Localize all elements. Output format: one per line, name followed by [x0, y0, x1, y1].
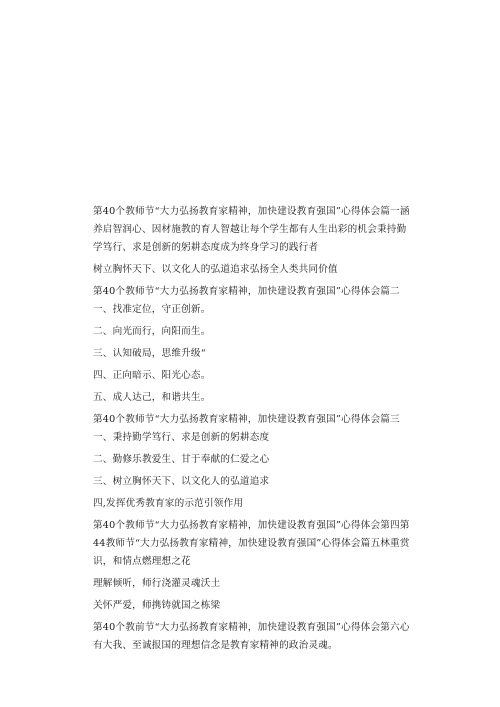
paragraph-heading-values: 树立胸怀天下、以文化人的弘道追求弘扬全人类共同价值 — [93, 264, 338, 275]
list-item-2: 二、向光而行，向阳而生。 — [93, 326, 211, 337]
paragraph-essay-4-5: 第40个教师节“大力弘扬教育家精神，加快建设教育强国”心得体会第四第44教师节“大力弘扬教育家精神，加快建设教育强国”心得体会篇五林重赏识，和情点燃理想之花 — [93, 520, 410, 567]
list-item-essay3-2: 二、勤修乐教爱生、甘于奉献的仁爱之心 — [93, 454, 270, 465]
list-item-5: 五、成人达己，和谐共生。 — [93, 392, 211, 403]
list-item-essay3-3: 三、树立胸怀天下、以文化人的弘道追求 — [93, 476, 270, 487]
line-care: 关怀严爱，师携铸就国之栋梁 — [93, 600, 221, 611]
list-item-essay3-4: 四,发挥优秀教育家的示范引领作用 — [93, 498, 244, 509]
paragraph-essay-6: 第40个教前节“大力弘扬教育家精神，加快建设教育强国”心得体会第六心有大我、至诚报国的理想信念是教育家精神的政治灵魂。 — [93, 622, 410, 651]
paragraph-essay-1: 第40个教师节“大力弘扬教育家精神，加快建设教育强国”心得体会篇一涵养启智润心、因材施教的育人智越让每个学生都有人生出彩的机会秉持勤学笃行、求是创新的躬耕态度成为终身学习的践行者 — [93, 206, 410, 253]
document-body — [93, 203, 415, 655]
list-item-3: 三、认知破局，思维升级“ — [93, 348, 206, 359]
list-item-4: 四、正向暗示、阳光心态。 — [93, 370, 211, 381]
paragraph-essay-3: 第40个教师节“大力弘扬教育家精神，加快建设教育强国”心得体会篇三一、秉持勤学笃行、求是创新的躬耕态度 — [93, 414, 400, 443]
line-listen: 理解倾听，师行浇灌灵魂沃土 — [93, 578, 221, 589]
paragraph-essay-2: 第40个教师节“大力弘扬教育家精神，加快建设教育强国”心得体会篇二一、找准定位，守正创新。 — [93, 286, 400, 315]
